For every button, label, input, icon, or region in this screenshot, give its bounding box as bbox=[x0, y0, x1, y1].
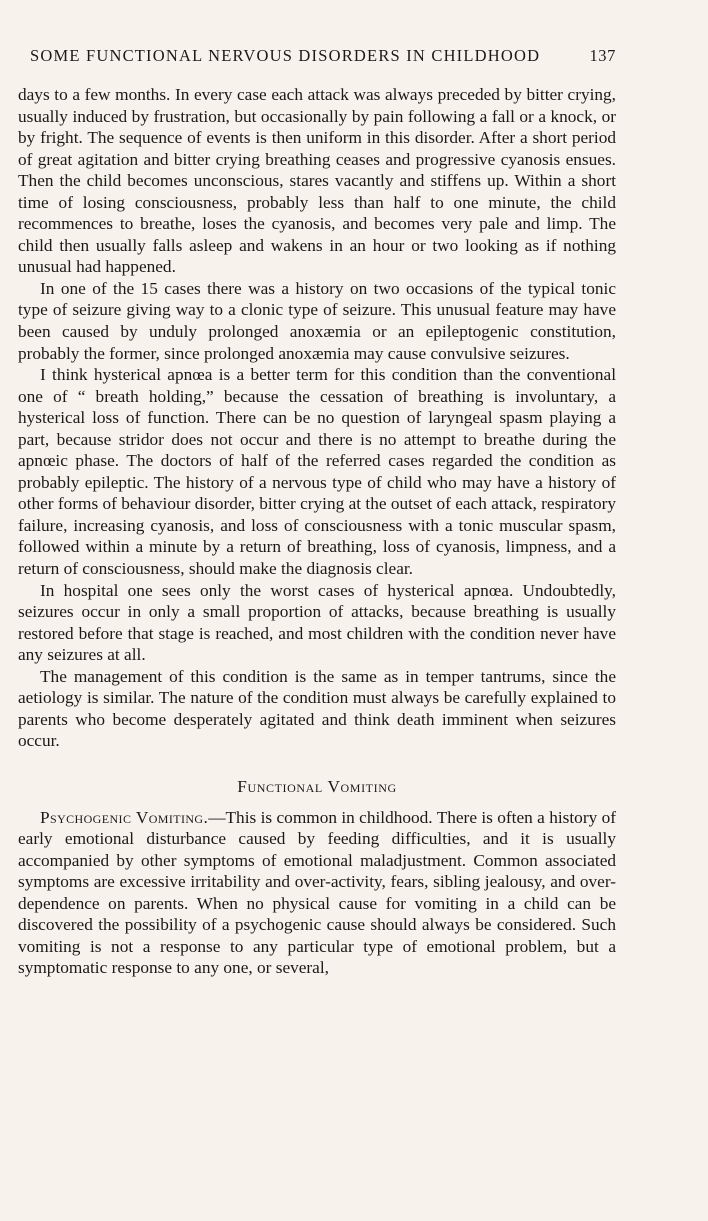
section-heading: Functional Vomiting bbox=[237, 776, 397, 796]
running-title: SOME FUNCTIONAL NERVOUS DISORDERS IN CHILDHOOD bbox=[30, 46, 541, 65]
paragraph-management: The management of this condition is the same as in temper tantrums, since the aetiology is similar. The nature of the condition must always be carefully explained to parents who become desperately agitated and think death imminent when seizures occur. bbox=[18, 666, 616, 751]
paragraph-clonic-seizure: In one of the 15 cases there was a history on two occasions of the typical tonic type of seizure giving way to a clonic type of seizure. This unusual feature may have been caused by unduly prolonged anoxæmia or an epileptogenic constitution, probably the former, since prolonged anoxæmia may cause convulsive seizures. bbox=[18, 278, 616, 363]
paragraph-psychogenic-vomiting bbox=[18, 807, 616, 979]
paragraph-text: —This is common in childhood. There is often a history of early emotional disturbance caused by feeding difficulties, and it is usually accompanied by other symptoms of emotional maladjustment. Common associated symptoms are excessive irritability and over-activity, fears, sibling jealousy, and over-dependence on parents. When no physical cause for vomiting in a child can be discovered the possibility of a psychogenic cause should always be considered. Such vomiting is not a response to any particular type of emotional problem, but a symptomatic response to any one, or several, bbox=[18, 807, 616, 978]
paragraph-continuation: days to a few months. In every case each attack was always preceded by bitter crying, usually induced by frustration, but occasionally by pain following a fall or a knock, or by fright. The sequence of events is then uniform in this disorder. After a short period of great agitation and bitter crying breathing ceases and progressive cyanosis ensues. Then the child becomes unconscious, stares vacantly and stiffens up. Within a short time of losing consciousness, probably less than half to one minute, the child recommences to breathe, loses the cyanosis, and becomes very pale and limp. The child then usually falls asleep and wakens in an hour or two looking as if nothing unusual had happened. bbox=[18, 85, 616, 277]
page-number: 137 bbox=[589, 46, 616, 65]
run-in-heading: Psychogenic Vomiting. bbox=[40, 807, 209, 827]
page-body bbox=[18, 84, 616, 979]
paragraph-hysterical-apnoea: I think hysterical apnœa is a better term for this condition than the conventional one of “ breath holding,” because the cessation of breathing is involuntary, a hysterical loss of function. There can be no question of laryngeal spasm playing a part, because stridor does not occur and there is no attempt to breathe during the apnœic phase. The doctors of half of the referred cases regarded the condition as probably epileptic. The history of a nervous type of child who may have a history of other forms of behaviour disorder, bitter crying at the outset of each attack, respiratory failure, increasing cyanosis, and loss of consciousness with a tonic muscular spasm, followed within a minute by a return of breathing, loss of cyanosis, limpness, and a return of consciousness, should make the diagnosis clear. bbox=[18, 365, 616, 579]
running-header bbox=[30, 46, 616, 66]
paragraph-hospital-cases: In hospital one sees only the worst cases of hysterical apnœa. Undoubtedly, seizures occur in only a small proportion of attacks, because breathing is usually restored before that stage is reached, and most children with the condition never have any seizures at all. bbox=[18, 580, 616, 665]
